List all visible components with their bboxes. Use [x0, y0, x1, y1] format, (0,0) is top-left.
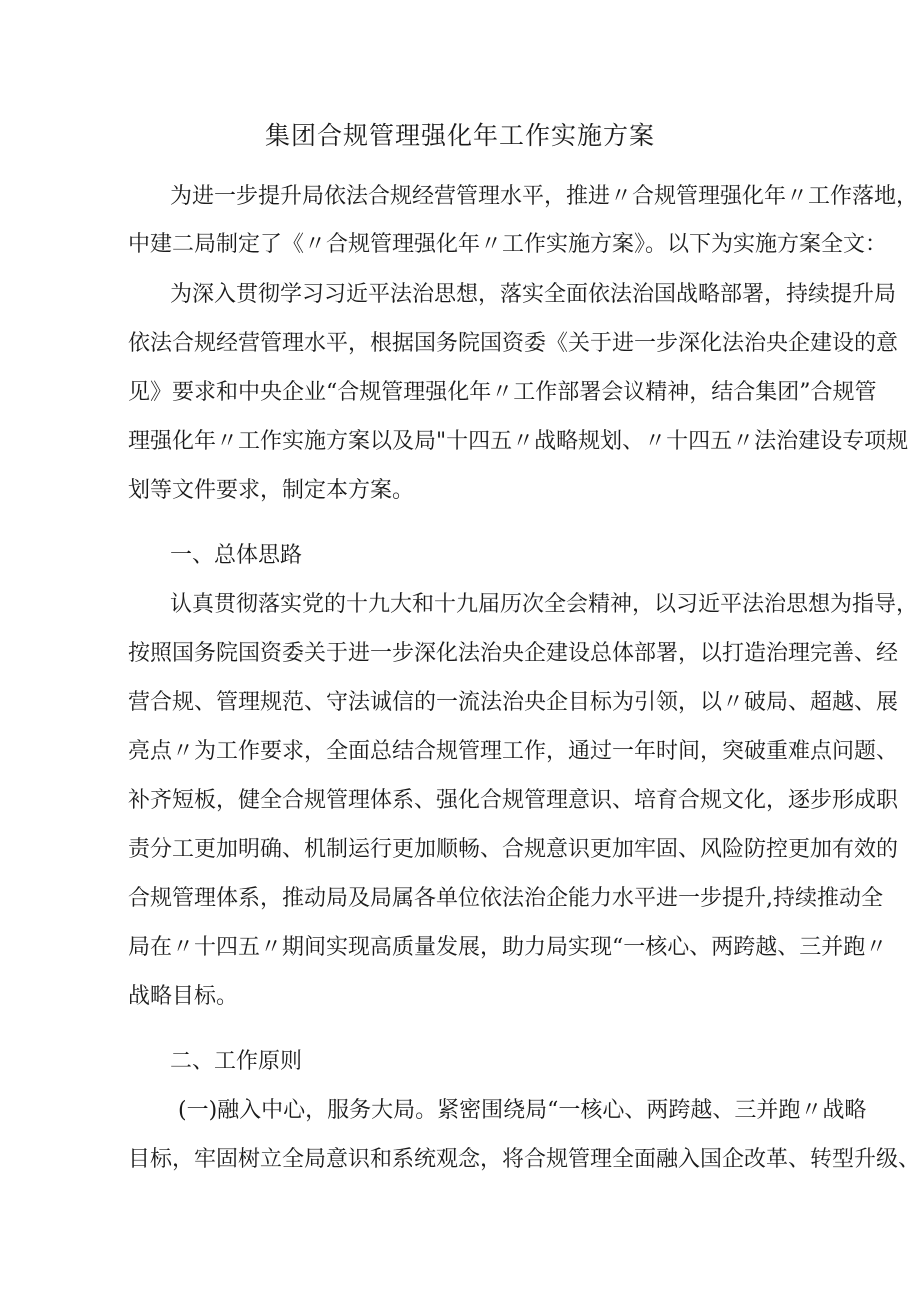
preamble-line-3: 见》要求和中央企业“合规管理强化年〃工作部署会议精神，结合集团”合规管	[128, 380, 877, 405]
intro-line-2: 中建二局制定了《〃合规管理强化年〃工作实施方案》。以下为实施方案全文：	[128, 232, 888, 257]
section1-line-7: 合规管理体系，推动局及局属各单位依法治企能力水平进一步提升,持续推动全	[128, 886, 883, 911]
section2-line-2: 目标，牢固树立全局意识和系统观念，将合规管理全面融入国企改革、转型升级、	[128, 1147, 920, 1172]
section1-line-9: 战略目标。	[128, 984, 239, 1009]
intro-line-1: 为进一步提升局依法合规经营管理水平，推进〃合规管理强化年〃工作落地，	[170, 184, 919, 209]
section1-line-6: 责分工更加明确、机制运行更加顺畅、合规意识更加牢固、风险防控更加有效的	[128, 837, 899, 862]
section1-line-2: 按照国务院国资委关于进一步深化法治央企建设总体部署，以打造治理完善、经	[128, 641, 899, 666]
section1-line-3: 营合规、管理规范、守法诚信的一流法治央企目标为引领，以〃破局、超越、展	[128, 690, 899, 715]
section1-line-8: 局在〃十四五〃期间实现高质量发展，助力局实现“一核心、两跨越、三并跑〃	[128, 935, 888, 960]
section2-line-1: (一)融入中心，服务大局。紧密围绕局“一核心、两跨越、三并跑〃战略	[178, 1098, 867, 1123]
section-heading-work-principles: 二、工作原则	[170, 1049, 303, 1074]
section1-line-4: 亮点〃为工作要求，全面总结合规管理工作，通过一年时间，突破重难点问题、	[128, 739, 899, 764]
section1-line-5: 补齐短板，健全合规管理体系、强化合规管理意识、培育合规文化，逐步形成职	[128, 788, 899, 813]
preamble-line-1: 为深入贯彻学习习近平法治思想，落实全面依法治国战略部署，持续提升局	[170, 282, 897, 307]
preamble-line-2: 依法合规经营管理水平，根据国务院国资委《关于进一步深化法治央企建设的意	[128, 331, 899, 356]
section-heading-overall-approach: 一、总体思路	[170, 543, 303, 568]
preamble-line-4: 理强化年〃工作实施方案以及局"十四五〃战略规划、〃十四五〃法治建设专项规	[128, 429, 909, 454]
preamble-line-5: 划等文件要求，制定本方案。	[128, 478, 415, 503]
document-title: 集团合规管理强化年工作实施方案	[264, 121, 655, 150]
section1-line-1: 认真贯彻落实党的十九大和十九届历次全会精神，以习近平法治思想为指导，	[170, 592, 919, 617]
